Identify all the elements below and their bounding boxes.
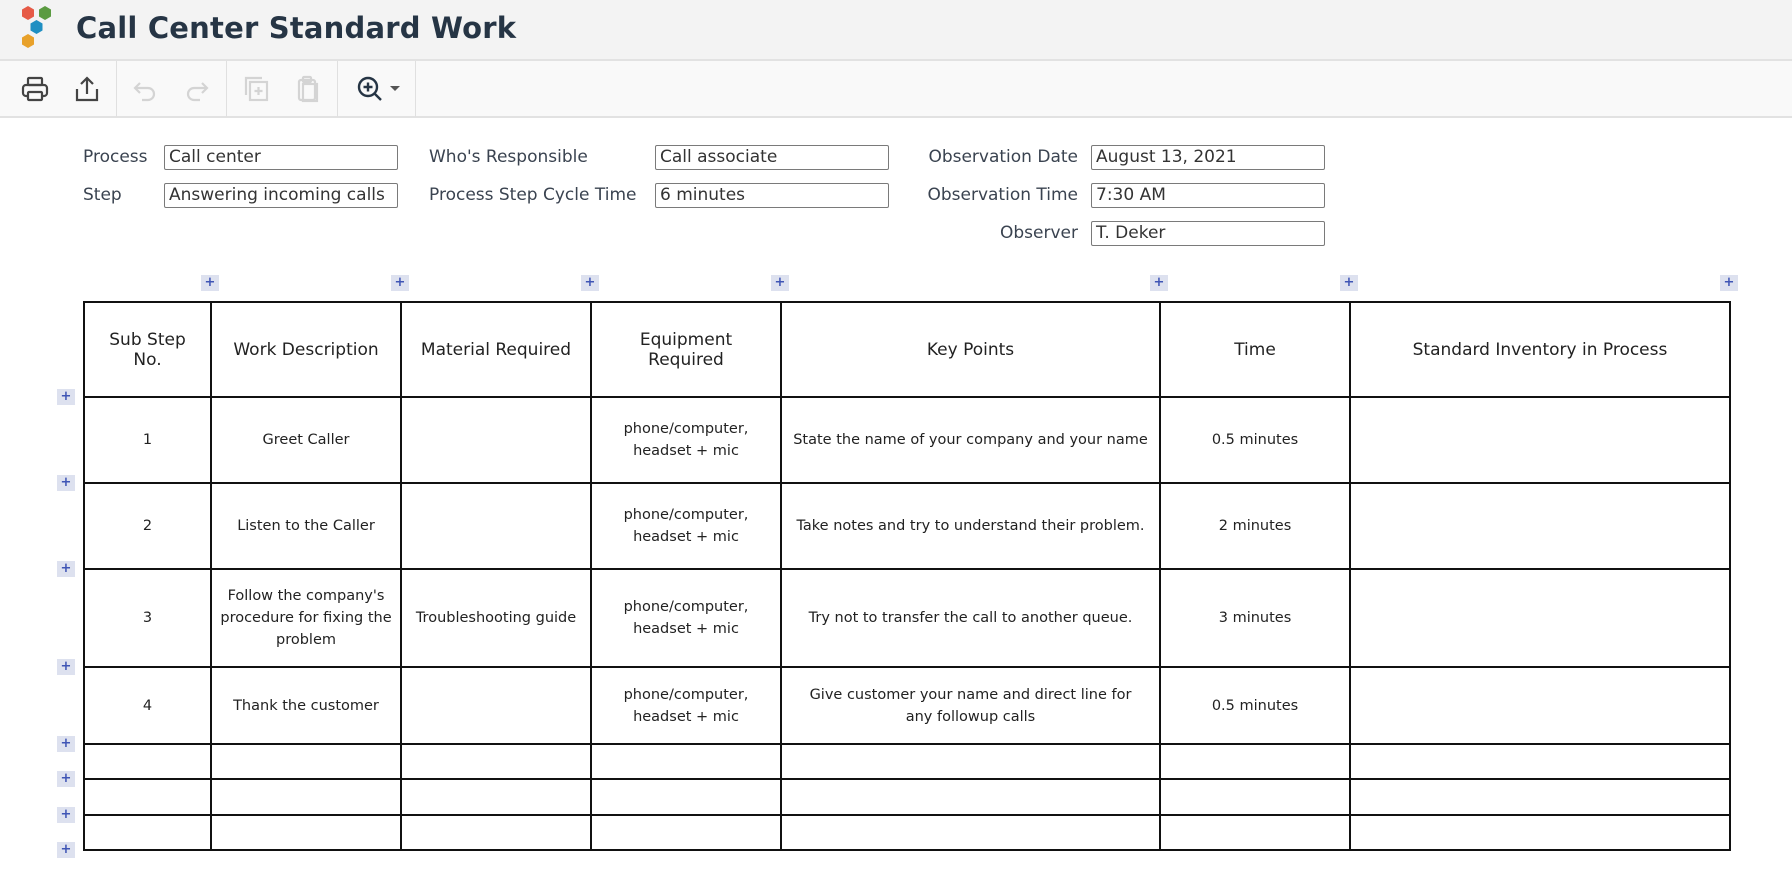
cell-work-description[interactable]: Thank the customer xyxy=(211,667,401,744)
cell-work-description[interactable]: Follow the company's procedure for fixing the problem xyxy=(211,569,401,667)
insert-column-handle[interactable]: + xyxy=(201,275,219,291)
chevron-down-icon xyxy=(389,83,401,95)
toolbar-group-history xyxy=(117,61,227,117)
cell-sub-step-no[interactable]: 3 xyxy=(84,569,211,667)
insert-column-handle[interactable]: + xyxy=(1720,275,1738,291)
cell-material-required[interactable] xyxy=(401,483,591,569)
cell-equipment-required[interactable]: phone/computer, headset + mic xyxy=(591,569,781,667)
insert-column-handle[interactable]: + xyxy=(1340,275,1358,291)
table-row-empty xyxy=(84,779,1730,815)
cell-sub-step-no[interactable]: 1 xyxy=(84,397,211,483)
app-title: Call Center Standard Work xyxy=(76,11,517,45)
print-button[interactable] xyxy=(17,71,53,107)
cell-standard-inventory[interactable] xyxy=(1350,397,1730,483)
cell-sub-step-no[interactable] xyxy=(84,815,211,850)
export-icon xyxy=(72,74,102,104)
cell-standard-inventory[interactable] xyxy=(1350,483,1730,569)
cell-material-required[interactable] xyxy=(401,667,591,744)
standard-work-table xyxy=(83,301,1731,851)
insert-row-handle[interactable]: + xyxy=(57,807,75,823)
responsible-input[interactable]: Call associate xyxy=(655,145,889,170)
toolbar xyxy=(0,61,1792,118)
cell-material-required[interactable] xyxy=(401,397,591,483)
step-input[interactable]: Answering incoming calls xyxy=(164,183,398,208)
insert-column-handle[interactable]: + xyxy=(581,275,599,291)
table-row-empty xyxy=(84,744,1730,779)
table-header-row xyxy=(84,302,1730,397)
cell-time[interactable]: 2 minutes xyxy=(1160,483,1350,569)
cell-material-required[interactable] xyxy=(401,779,591,815)
process-label: Process xyxy=(83,147,148,167)
cell-work-description[interactable] xyxy=(211,744,401,779)
insert-column-handle[interactable]: + xyxy=(771,275,789,291)
cell-equipment-required[interactable] xyxy=(591,744,781,779)
undo-button[interactable] xyxy=(127,71,163,107)
table-row xyxy=(84,483,1730,569)
observer-input[interactable]: T. Deker xyxy=(1091,221,1325,246)
print-icon xyxy=(20,74,50,104)
header-standard-inventory[interactable]: Standard Inventory in Process xyxy=(1350,302,1730,397)
duplicate-icon xyxy=(241,74,271,104)
cell-equipment-required[interactable]: phone/computer, headset + mic xyxy=(591,667,781,744)
cell-work-description[interactable]: Greet Caller xyxy=(211,397,401,483)
observation-time-input[interactable]: 7:30 AM xyxy=(1091,183,1325,208)
cell-key-points[interactable]: Take notes and try to understand their problem. xyxy=(781,483,1160,569)
cell-time[interactable] xyxy=(1160,815,1350,850)
insert-row-handle[interactable]: + xyxy=(57,475,75,491)
insert-row-handle[interactable]: + xyxy=(57,561,75,577)
cell-equipment-required[interactable]: phone/computer, headset + mic xyxy=(591,483,781,569)
cell-sub-step-no[interactable] xyxy=(84,744,211,779)
paste-button[interactable] xyxy=(290,71,326,107)
toolbar-group-clipboard xyxy=(227,61,338,117)
cell-time[interactable]: 3 minutes xyxy=(1160,569,1350,667)
table-row xyxy=(84,569,1730,667)
cell-key-points[interactable] xyxy=(781,815,1160,850)
cell-standard-inventory[interactable] xyxy=(1350,569,1730,667)
step-label: Step xyxy=(83,185,122,205)
cell-work-description[interactable] xyxy=(211,779,401,815)
duplicate-button[interactable] xyxy=(238,71,274,107)
cell-key-points[interactable] xyxy=(781,779,1160,815)
cell-key-points[interactable]: State the name of your company and your name xyxy=(781,397,1160,483)
cell-time[interactable]: 0.5 minutes xyxy=(1160,397,1350,483)
table-row xyxy=(84,397,1730,483)
cell-work-description[interactable]: Listen to the Caller xyxy=(211,483,401,569)
cell-sub-step-no[interactable]: 2 xyxy=(84,483,211,569)
title-bar xyxy=(0,0,1792,61)
insert-row-handle[interactable]: + xyxy=(57,736,75,752)
cell-key-points[interactable]: Give customer your name and direct line for any followup calls xyxy=(781,667,1160,744)
insert-row-handle[interactable]: + xyxy=(57,659,75,675)
header-material-required[interactable]: Material Required xyxy=(401,302,591,397)
header-sub-step-no[interactable]: Sub Step No. xyxy=(84,302,211,397)
cell-standard-inventory[interactable] xyxy=(1350,815,1730,850)
cell-time[interactable] xyxy=(1160,779,1350,815)
header-key-points[interactable]: Key Points xyxy=(781,302,1160,397)
cell-standard-inventory[interactable] xyxy=(1350,779,1730,815)
insert-row-handle[interactable]: + xyxy=(57,842,75,858)
paste-icon xyxy=(293,74,323,104)
insert-column-handle[interactable]: + xyxy=(391,275,409,291)
redo-button[interactable] xyxy=(179,71,215,107)
header-time[interactable]: Time xyxy=(1160,302,1350,397)
cell-time[interactable]: 0.5 minutes xyxy=(1160,667,1350,744)
zoom-dropdown-button[interactable] xyxy=(352,71,404,107)
responsible-label: Who's Responsible xyxy=(429,147,588,167)
cell-work-description[interactable] xyxy=(211,815,401,850)
toolbar-group-file xyxy=(0,61,117,117)
cell-time[interactable] xyxy=(1160,744,1350,779)
cell-material-required[interactable] xyxy=(401,815,591,850)
table-row xyxy=(84,667,1730,744)
process-input[interactable]: Call center xyxy=(164,145,398,170)
insert-row-handle[interactable]: + xyxy=(57,389,75,405)
cycle-time-input[interactable]: 6 minutes xyxy=(655,183,889,208)
insert-row-handle[interactable]: + xyxy=(57,771,75,787)
cell-material-required[interactable] xyxy=(401,744,591,779)
cell-equipment-required[interactable]: phone/computer, headset + mic xyxy=(591,397,781,483)
undo-icon xyxy=(130,74,160,104)
cell-key-points[interactable] xyxy=(781,744,1160,779)
observation-time-label: Observation Time xyxy=(927,185,1078,205)
cell-sub-step-no[interactable]: 4 xyxy=(84,667,211,744)
observer-label: Observer xyxy=(1000,223,1078,243)
redo-icon xyxy=(182,74,212,104)
table-row-empty xyxy=(84,815,1730,850)
header-work-description[interactable]: Work Description xyxy=(211,302,401,397)
cell-standard-inventory[interactable] xyxy=(1350,744,1730,779)
cell-equipment-required[interactable] xyxy=(591,779,781,815)
cell-standard-inventory[interactable] xyxy=(1350,667,1730,744)
cell-key-points[interactable]: Try not to transfer the call to another queue. xyxy=(781,569,1160,667)
cell-equipment-required[interactable] xyxy=(591,815,781,850)
header-equipment-required[interactable]: Equipment Required xyxy=(591,302,781,397)
cell-material-required[interactable]: Troubleshooting guide xyxy=(401,569,591,667)
cell-sub-step-no[interactable] xyxy=(84,779,211,815)
observation-date-label: Observation Date xyxy=(928,147,1078,167)
export-button[interactable] xyxy=(69,71,105,107)
app-logo-icon xyxy=(20,6,56,56)
zoom-in-icon xyxy=(355,74,385,104)
insert-column-handle[interactable]: + xyxy=(1150,275,1168,291)
toolbar-group-zoom xyxy=(338,61,416,117)
cycle-time-label: Process Step Cycle Time xyxy=(429,185,637,205)
observation-date-input[interactable]: August 13, 2021 xyxy=(1091,145,1325,170)
